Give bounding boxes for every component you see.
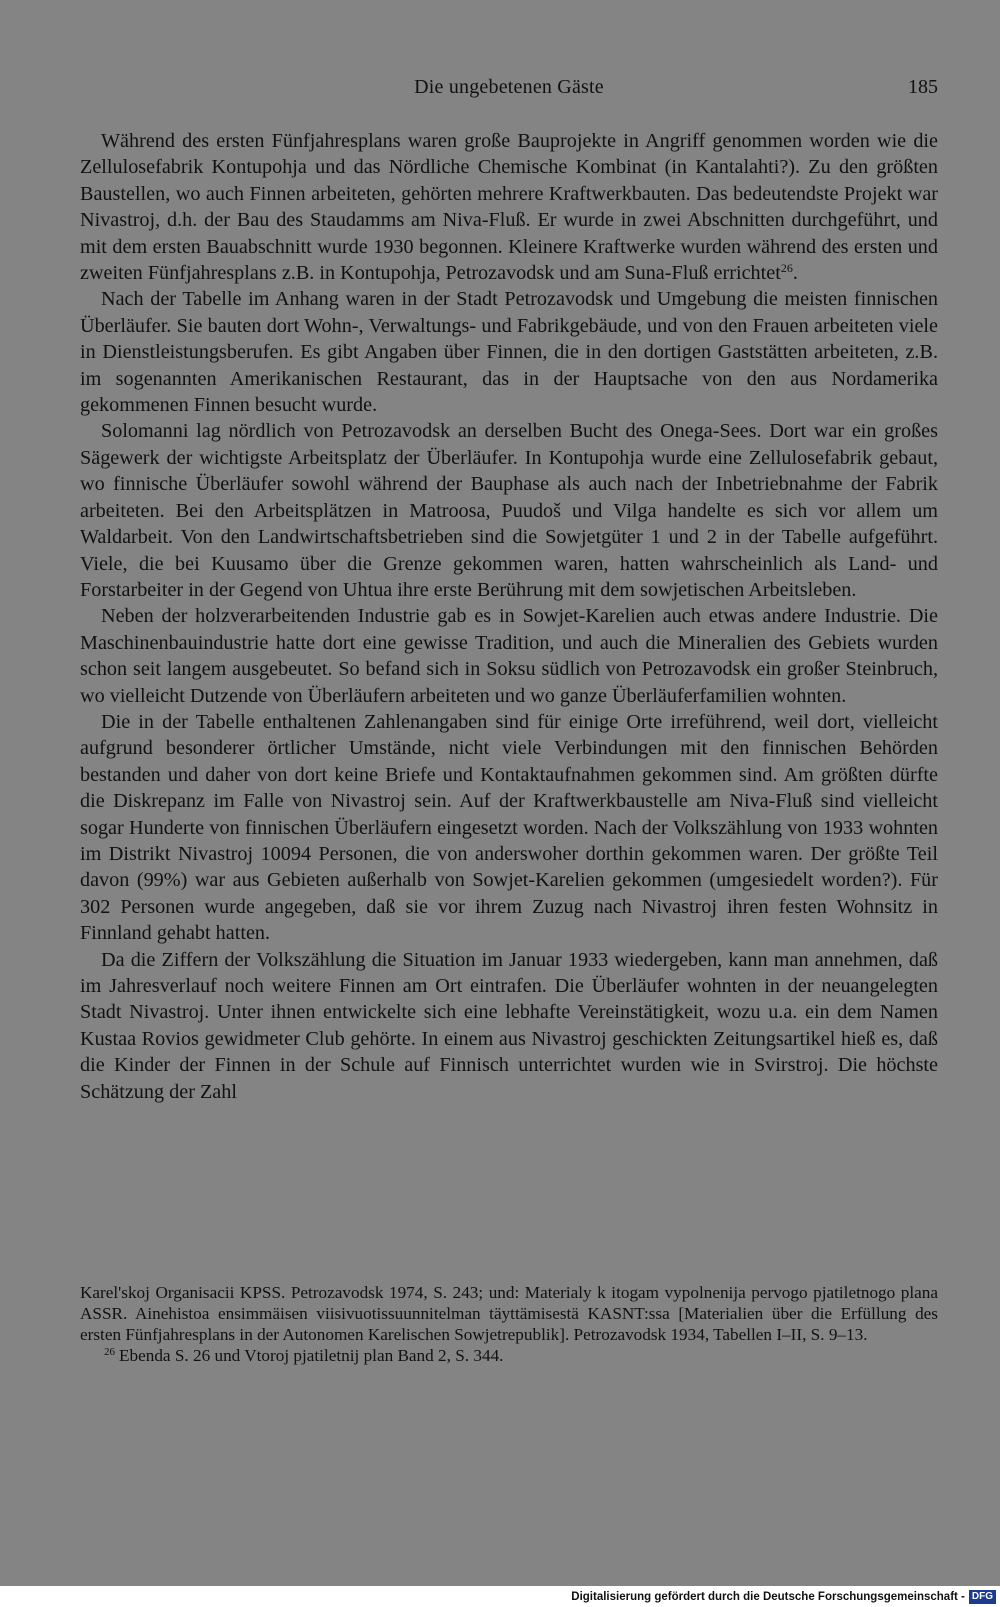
paragraph-1-end: . xyxy=(792,262,798,285)
dfg-logo-icon: DFG xyxy=(969,1590,996,1604)
footnote-26 xyxy=(80,1345,938,1366)
paragraph-1-text: Während des ersten Fünfjahresplans waren große Bauprojekte in Angriff genommen worden wie die Zellulosefabrik Kontupohja und das Nördliche Chemische Kombinat (in Kantalahti?). Zu den größten Baustellen, wo auch Finnen arbeiteten, gehörten mehrere Kraftwerkbauten. Das bedeutendste Projekt war Nivastroj, d.h. der Bau des Staudamms am Niva-Fluß. Er wurde in zwei Abschnitten durchgeführt, und mit dem ersten Bauabschnitt wurde 1930 begonnen. Kleinere Kraftwerke wurden während des ersten und zweiten Fünfjahresplans z.B. in Kontupohja, Petrozavodsk und am Suna-Fluß errichtet xyxy=(80,130,938,285)
running-title: Die ungebetenen Gäste xyxy=(414,76,604,98)
page-number: 185 xyxy=(908,76,938,98)
paragraph-5: Die in der Tabelle enthaltenen Zahlenangaben sind für einige Orte irreführend, weil dort, vielleicht aufgrund besonderer örtlicher Umstände, nicht viele Verbindungen mit den finnischen Behörden bestanden und daher von dort keine Briefe und Kontaktaufnahmen gekommen sind. Am größten dürfte die Diskrepanz im Falle von Nivastroj sein. Auf der Kraftwerkbaustelle am Niva-Fluß sind vielleicht sogar Hunderte von finnischen Überläufern eingesetzt worden. Nach der Volkszählung von 1933 wohnten im Distrikt Nivastroj 10094 Personen, die von anderswoher dorthin gekommen waren. Der größte Teil davon (99%) war aus Gebieten außerhalb von Sowjet-Karelien gekommen (umgesiedelt worden?). Für 302 Personen wurde angegeben, daß sie vor ihrem Zuzug nach Nivastroj ihren festen Wohnsitz in Finnland gehabt hatten. xyxy=(80,710,938,945)
paragraph-1 xyxy=(80,128,938,286)
paragraph-3: Solomanni lag nördlich von Petrozavodsk an derselben Bucht des Onega-Sees. Dort war ein großes Sägewerk der wichtigste Arbeitsplatz der Überläufer. In Kontupohja wurde eine Zellulosefabrik gebaut, wo finnische Überläufer sowohl während der Bauphase als auch nach der Inbetriebnahme der Fabrik arbeiteten. Bei den Arbeitsplätzen in Matroosa, Puudoš und Vilga handelte es sich vor allem um Waldarbeit. Von den Landwirtschaftsbetrieben sind die Sowjetgüter 1 und 2 in der Tabelle aufgeführt. Viele, die bei Kuusamo über die Grenze gekommen waren, hatten wahrscheinlich als Land- und Forstarbeiter in der Gegend von Uhtua ihre erste Berührung mit dem sowjetischen Arbeitsleben. xyxy=(80,420,938,601)
footnote-number: 26 xyxy=(104,1346,115,1358)
footnote-text: Ebenda S. 26 und Vtoroj pjatiletnij plan Band 2, S. 344. xyxy=(119,1346,504,1365)
footnote-reference-26: 26 xyxy=(780,261,793,276)
paragraph-6: Da die Ziffern der Volkszählung die Situation im Januar 1933 wiedergeben, kann man annehmen, daß im Jahresverlauf noch weitere Finnen am Ort eintrafen. Die Überläufer wohnten in der neuangelegten Stadt Nivastroj. Unter ihnen entwickelte sich eine lebhafte Vereinstätigkeit, wozu u.a. ein dem Namen Kustaa Rovios gewidmeter Club gehörte. In einem aus Nivastroj geschickten Zeitungsartikel hieß es, daß die Kinder der Finnen in der Schule auf Finnisch unterrichtet wurden wie in Svirstroj. Die höchste Schätzung der Zahl xyxy=(80,948,938,1103)
running-head xyxy=(80,76,938,106)
paragraph-4: Neben der holzverarbeitenden Industrie gab es in Sowjet-Karelien auch etwas andere Industrie. Die Maschinenbauindustrie hatte dort eine gewisse Tradition, und auch die Mineralien des Gebiets wurden schon seit langem ausgebeutet. So befand sich in Soksu südlich von Petrozavodsk ein großer Steinbruch, wo vielleicht Dutzende von Überläufern arbeiteten und wo ganze Überläuferfamilien wohnten. xyxy=(80,605,938,707)
body-text xyxy=(80,128,938,1105)
digitization-credit xyxy=(571,1589,996,1605)
footnotes xyxy=(80,1282,938,1366)
credit-text: Digitalisierung gefördert durch die Deutsche Forschungsgemeinschaft - xyxy=(571,1591,965,1603)
footnote-continued: Karel'skoj Organisacii KPSS. Petrozavodsk 1974, S. 243; und: Materialy k itogam vypolnenija pervogo pjatiletnogo plana ASSR. Ainehistoa ensimmäisen viisivuotissuunnitelman täyttämisestä KASNT:ssa [Materialien über die Erfüllung des ersten Fünfjahresplans in der Autonomen Karelischen Sowjetrepublik]. Petrozavodsk 1934, Tabellen I–II, S. 9–13. xyxy=(80,1283,938,1344)
paragraph-2: Nach der Tabelle im Anhang waren in der Stadt Petrozavodsk und Umgebung die meisten finnischen Überläufer. Sie bauten dort Wohn-, Verwaltungs- und Fabrikgebäude, und von den Frauen arbeiteten viele in Dienstleistungsberufen. Es gibt Angaben über Finnen, die in den dortigen Gaststätten arbeiteten, z.B. im sogenannten Amerikanischen Restaurant, das in der Hauptsache von den aus Nordamerika gekommenen Finnen besucht wurde. xyxy=(80,288,938,417)
